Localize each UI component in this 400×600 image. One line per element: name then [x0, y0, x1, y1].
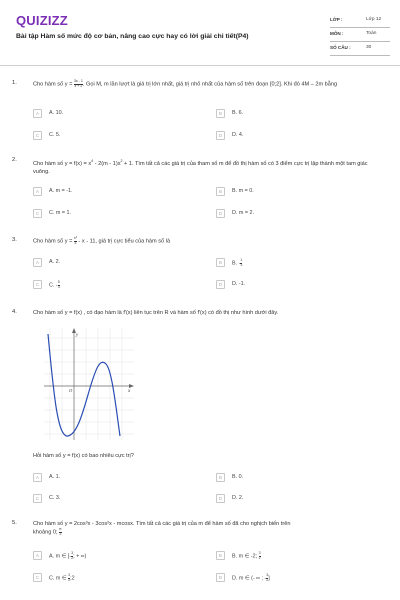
question-text: Cho hàm số y = f(x) , có đạo hàm là f'(x) liên tục trên R và hàm số f'(x) có đồ thị như hình dưới đây. [33, 310, 279, 316]
option-text: C. - $\frac{5}{3}$ [49, 280, 60, 289]
option-letter-box: A [33, 551, 42, 560]
option-letter-box: C [33, 131, 42, 140]
option-text: B. 0. [232, 474, 244, 480]
derivative-curve [48, 334, 120, 436]
option-text: D. m = 2. [232, 210, 255, 216]
option-text: A. 2. [49, 259, 61, 265]
fraction: $\frac{3}{2}$ [258, 551, 261, 560]
option-letter-box: C [33, 280, 42, 289]
option-letter-box: A [33, 109, 42, 118]
option-text: B. - $\frac{1}{3}$ [232, 258, 243, 267]
option-text: D. -1. [232, 281, 246, 287]
option-letter-box: B [216, 551, 225, 560]
class-value: Lớp 12 [366, 17, 382, 22]
option-text: B. m = 0. [232, 188, 254, 194]
subject-value: Toán [366, 31, 377, 36]
option-text: C. 3. [49, 495, 61, 501]
subject-label: MÔN : [330, 31, 344, 36]
question-count-label: SỐ CÂU : [330, 45, 351, 50]
option-letter-box: D [216, 131, 225, 140]
option-text: B. 6. [232, 110, 244, 116]
question-number: 5. [12, 520, 17, 526]
question-text: Cho hàm số $y = f(x) = x^4 - 2(m - 1)x^2 + 1$. Tìm tất cả các giá trị của tham số m để đồ thị hàm số có 3 điểm cực trị lập thành một tam giác vuông. [33, 159, 368, 175]
fraction: $\frac{3}{2}$ [71, 551, 74, 560]
option-text: A. m ∈ [- $\frac{3}{2}$ ; + ∞) [49, 551, 87, 560]
fraction: $\frac{5}{3}$ [57, 280, 60, 289]
option-letter-box: A [33, 187, 42, 196]
option-letter-box: D [216, 494, 225, 503]
option-text: D. 4. [232, 132, 244, 138]
option-letter-box: B [216, 258, 225, 267]
option-letter-box: C [33, 494, 42, 503]
option-text: C. 5. [49, 132, 61, 138]
option-letter-box: D [216, 209, 225, 218]
question-number: 3. [12, 237, 17, 243]
option-text: A. 10. [49, 110, 64, 116]
class-row [330, 14, 390, 28]
worksheet-header [0, 0, 400, 66]
option-letter-box: B [216, 109, 225, 118]
question-text: Cho hàm số y = $\frac{\text{x³}}{3}$ - x - 11, giá trị cực tiểu của hàm số là [33, 236, 171, 245]
quizizz-logo: QUIZIZZ [16, 13, 68, 28]
option-letter-box: A [33, 473, 42, 482]
question-count-value: 30 [366, 45, 372, 50]
question-count-row [330, 42, 390, 56]
derivative-graph [44, 328, 134, 440]
origin-label: O [69, 388, 73, 393]
option-letter-box: C [33, 209, 42, 218]
subject-row [330, 28, 390, 42]
fraction: $\frac{\pi}{2}$ [59, 527, 62, 536]
question-number: 2. [12, 157, 17, 163]
fraction: $\frac{3}{2}$ [68, 573, 71, 582]
option-text: D. m ∈ (- ∞ ; - $\frac{3}{2}$ ] [232, 573, 270, 582]
question-text: Hỏi hàm số y = f(x) có bao nhiêu cực trị? [33, 453, 134, 459]
option-letter-box: B [216, 187, 225, 196]
option-letter-box: B [216, 473, 225, 482]
x-axis-label: x [128, 389, 131, 394]
option-text: A. m = -1. [49, 188, 73, 194]
option-text: D. 2. [232, 495, 244, 501]
question-number: 4. [12, 309, 17, 315]
fraction: $\frac{3x - 1}{x + 2}$ [73, 79, 83, 88]
fraction: $\frac{1}{3}$ [240, 258, 243, 267]
y-axis-label: y [76, 333, 79, 338]
option-text: B. m ∈ -2; $\frac{3}{2}$ [232, 551, 261, 560]
question-text: Cho hàm số y = $\frac{3x - 1}{x + 2}$ . Gọi M, m lần lượt là giá trị lớn nhất, giá trị nhỏ nhất của hàm số trên đoạn [0;2]. Khi đó 4M – 2m bằng [33, 79, 338, 88]
graph-grid [44, 328, 134, 440]
option-text: A. 1. [49, 474, 61, 480]
option-letter-box: D [216, 280, 225, 289]
class-label: LỚP : [330, 17, 343, 22]
option-letter-box: A [33, 258, 42, 267]
fraction: $\frac{\text{x³}}{3}$ [73, 236, 77, 245]
fraction: $\frac{3}{2}$ [266, 573, 269, 582]
worksheet-title: Bài tập Hàm số mức độ cơ bản, nâng cao cực hay có lời giải chi tiết(P4) [16, 33, 249, 40]
option-text: C. m ∈ $\frac{3}{2}$ ;2 [49, 573, 75, 582]
question-text: Cho hàm số y = 2cos³x - 3cos²x - mcosx. Tìm tất cả các giá trị của m để hàm số đã cho nghịch biến trên khoảng 0; $\frac{\pi}{2}$ [33, 521, 291, 536]
question-number: 1. [12, 80, 17, 86]
option-text: C. m = 1. [49, 210, 72, 216]
worksheet-info [330, 14, 390, 56]
option-letter-box: D [216, 573, 225, 582]
x-axis-arrow [129, 384, 134, 388]
option-letter-box: C [33, 573, 42, 582]
